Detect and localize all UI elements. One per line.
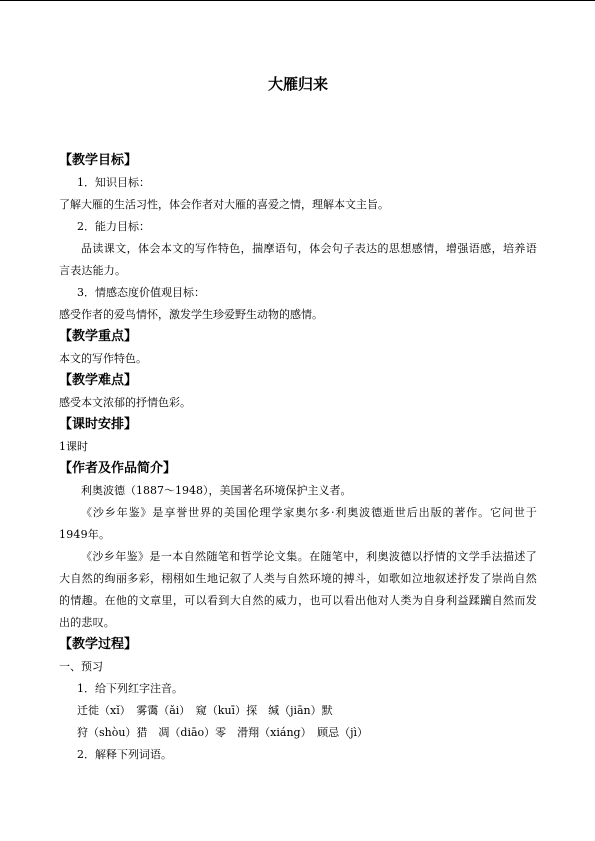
- heading-teaching-goals: 【教学目标】: [59, 153, 138, 168]
- key-points-text: 本文的写作特色。: [59, 352, 147, 365]
- pinyin-line-2: 狩（shòu）猎 凋（diāo）零 滑翔（xiáng） 顾忌（jì）: [77, 726, 369, 739]
- difficulties-text: 感受本文浓郁的抒情色彩。: [59, 396, 191, 409]
- document-page: [59, 74, 537, 766]
- emotion-goal-text: 感受作者的爱鸟情怀，激发学生珍爱野生动物的感情。: [59, 308, 323, 321]
- process-question-1: 1．给下列红字注音。: [77, 682, 183, 695]
- process-question-2: 2．解释下列词语。: [77, 748, 172, 761]
- knowledge-goal-text: 了解大雁的生活习性，体会作者对大雁的喜爱之情，理解本文主旨。: [59, 198, 389, 211]
- author-paragraph-3: 《沙乡年鉴》是一本自然随笔和哲学论文集。在随笔中，利奥波德以抒情的文学手法描述了大自然的绚丽多彩，栩栩如生地记叙了人类与自然环境的搏斗，如歌如泣地叙述抒发了崇尚自然的情趣。在他的文章里，可以看到大自然的威力，也可以看出他对人类为自身利益蹂躏自然而发出的悲叹。: [59, 550, 537, 629]
- schedule-text: 1课时: [59, 440, 88, 453]
- heading-author-intro: 【作者及作品简介】: [59, 461, 177, 476]
- ability-goal-text: 品读课文，体会本文的写作特色，揣摩语句，体会句子表达的思想感情，增强语感，培养语言表达能力。: [59, 242, 537, 277]
- author-paragraph-1: 利奥波德（1887～1948），美国著名环境保护主义者。: [81, 484, 352, 497]
- document-title: 大雁归来: [267, 75, 328, 93]
- ability-goal-label: 2．能力目标：: [77, 220, 150, 233]
- author-paragraph-2: 《沙乡年鉴》是享誉世界的美国伦理学家奥尔多·利奥波德逝世后出版的著作。它问世于1949年。: [59, 506, 537, 541]
- heading-key-points: 【教学重点】: [59, 329, 138, 344]
- emotion-goal-label: 3．情感态度价值观目标：: [77, 286, 205, 299]
- top-rule: [0, 0, 595, 1]
- heading-schedule: 【课时安排】: [59, 417, 138, 432]
- heading-teaching-process: 【教学过程】: [59, 637, 138, 652]
- pinyin-line-1: 迁徙（xǐ） 雾霭（ǎi） 窥（kuī）探 缄（jiān）默: [77, 704, 333, 717]
- process-step-preview: 一、预习: [59, 660, 103, 673]
- heading-difficulties: 【教学难点】: [59, 373, 138, 388]
- knowledge-goal-label: 1．知识目标：: [77, 176, 150, 189]
